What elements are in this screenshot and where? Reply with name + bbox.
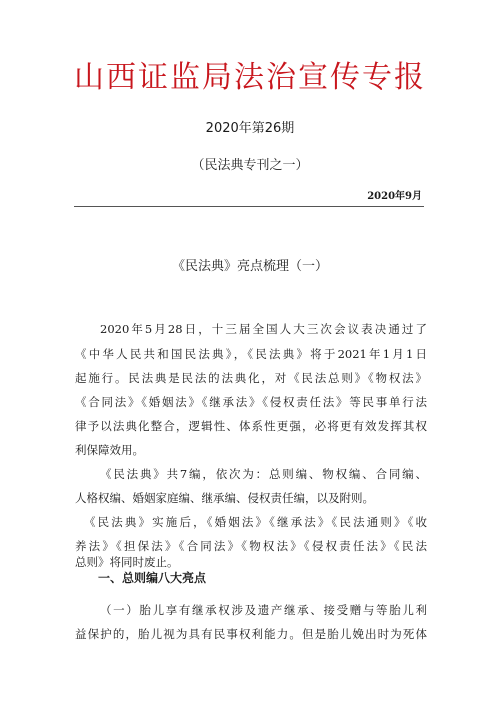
header-divider — [74, 206, 424, 207]
paragraph-1-line-3: 起施行。民法典是民法的法典化，对《民法总则》《物权法》 — [75, 371, 427, 385]
special-issue-label: （民法典专刊之一） — [191, 158, 309, 173]
section-heading: 一、总则编八大亮点 — [98, 571, 207, 585]
article-title: 《民法典》亮点梳理（一） — [171, 259, 328, 274]
issue-number: 2020年第26期 — [205, 121, 295, 136]
paragraph-3-line-2: 养法》《担保法》《合同法》《物权法》《侵权责任法》《民法 — [75, 539, 427, 553]
publication-date: 2020年9月 — [367, 191, 422, 202]
paragraph-4-line-1: （一）胎儿享有继承权涉及遗产继承、接受赠与等胎儿利 — [100, 603, 427, 617]
masthead-title: 山西证监局法治宣传专报 — [74, 60, 426, 95]
paragraph-2-line-1: 《民法典》共7编，依次为：总则编、物权编、合同编、 — [100, 467, 427, 481]
paragraph-1-line-5: 律予以法典化整合，逻辑性、体系性更强，必将更有效发挥其权 — [75, 419, 427, 433]
paragraph-1-line-6: 利保障效用。 — [75, 443, 144, 457]
paragraph-1-line-2: 《中华人民共和国民法典》，《民法典》将于2021年1月1日 — [75, 347, 427, 361]
paragraph-1-line-4: 《合同法》《婚姻法》《继承法》《侵权责任法》等民事单行法 — [75, 395, 427, 409]
paragraph-2-line-2: 人格权编、婚姻家庭编、继承编、侵权责任编，以及附则。 — [75, 491, 374, 505]
paragraph-3-line-1: 《民法典》实施后，《婚姻法》《继承法》《民法通则》《收 — [84, 515, 427, 529]
paragraph-3-line-3: 总则》将同时废止。 — [75, 555, 179, 569]
paragraph-4-line-2: 益保护的，胎儿视为具有民事权利能力。但是胎儿娩出时为死体 — [75, 627, 427, 641]
paragraph-1-line-1: 2020年5月28日，十三届全国人大三次会议表决通过了 — [100, 322, 427, 336]
